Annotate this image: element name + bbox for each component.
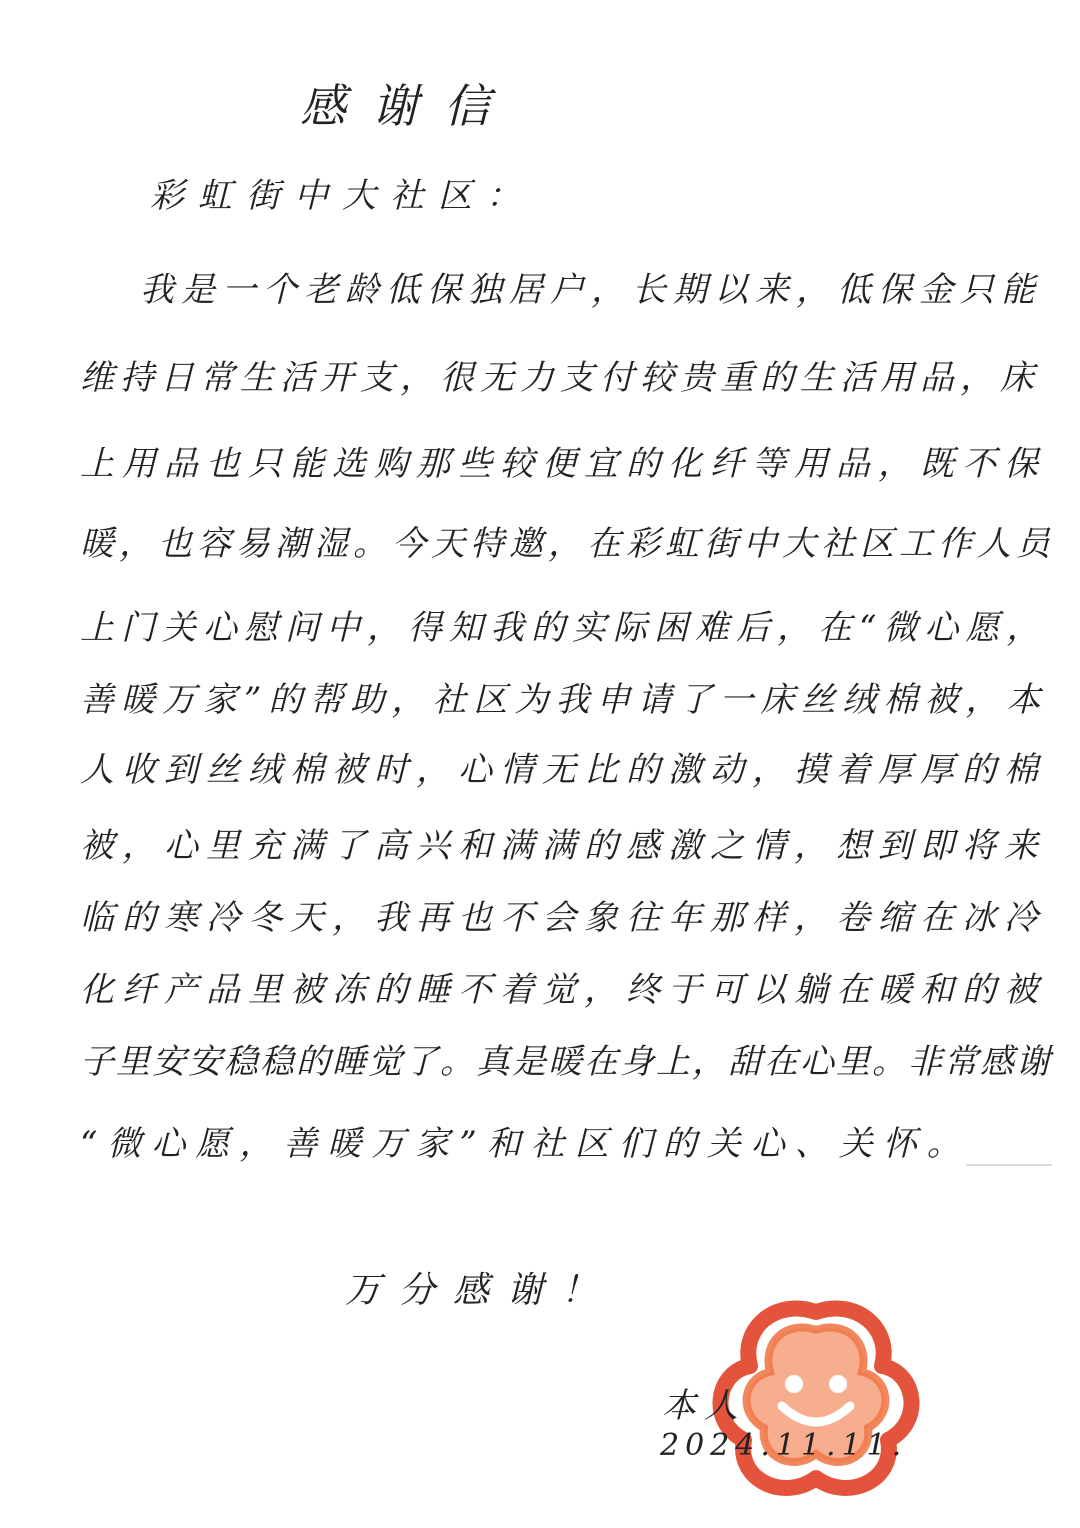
body-line: 人收到丝绒棉被时，心情无比的激动，摸着厚厚的棉 <box>80 750 1046 790</box>
body-line: 临的寒冷冬天，我再也不会象往年那样，卷缩在冰冷 <box>80 898 1046 938</box>
body-line: 暖，也容易潮湿。今天特邀，在彩虹街中大社区工作人员 <box>80 524 1055 564</box>
salutation: 彩虹街中大社区： <box>150 176 534 216</box>
body-line: 我是一个老龄低保独居户，长期以来，低保金只能 <box>140 270 1042 310</box>
letter-date: 2024.11.11. <box>660 1428 908 1463</box>
divider <box>966 1164 1052 1166</box>
body-line: 维持日常生活开支，很无力支付较贵重的生活用品，床 <box>80 358 1040 398</box>
body-line: 善暖万家”的帮助，社区为我申请了一床丝绒棉被，本 <box>80 680 1048 720</box>
signature: 本人 <box>662 1386 746 1426</box>
body-line: 上用品也只能选购那些较便宜的化纤等用品，既不保 <box>80 444 1046 484</box>
letter-title: 感谢信 <box>300 79 516 133</box>
closing: 万分感谢！ <box>345 1270 616 1311</box>
body-line: 子里安安稳稳的睡觉了。真是暖在身上，甜在心里。非常感谢 <box>80 1042 1052 1082</box>
body-line: 上门关心慰问中，得知我的实际困难后，在“微心愿， <box>80 608 1048 648</box>
body-line: 化纤产品里被冻的睡不着觉，终于可以躺在暖和的被 <box>80 970 1046 1010</box>
body-line: “微心愿，善暖万家”和社区们的关心、关怀。 <box>80 1124 971 1164</box>
body-line: 被，心里充满了高兴和满满的感激之情，想到即将来 <box>80 826 1046 866</box>
